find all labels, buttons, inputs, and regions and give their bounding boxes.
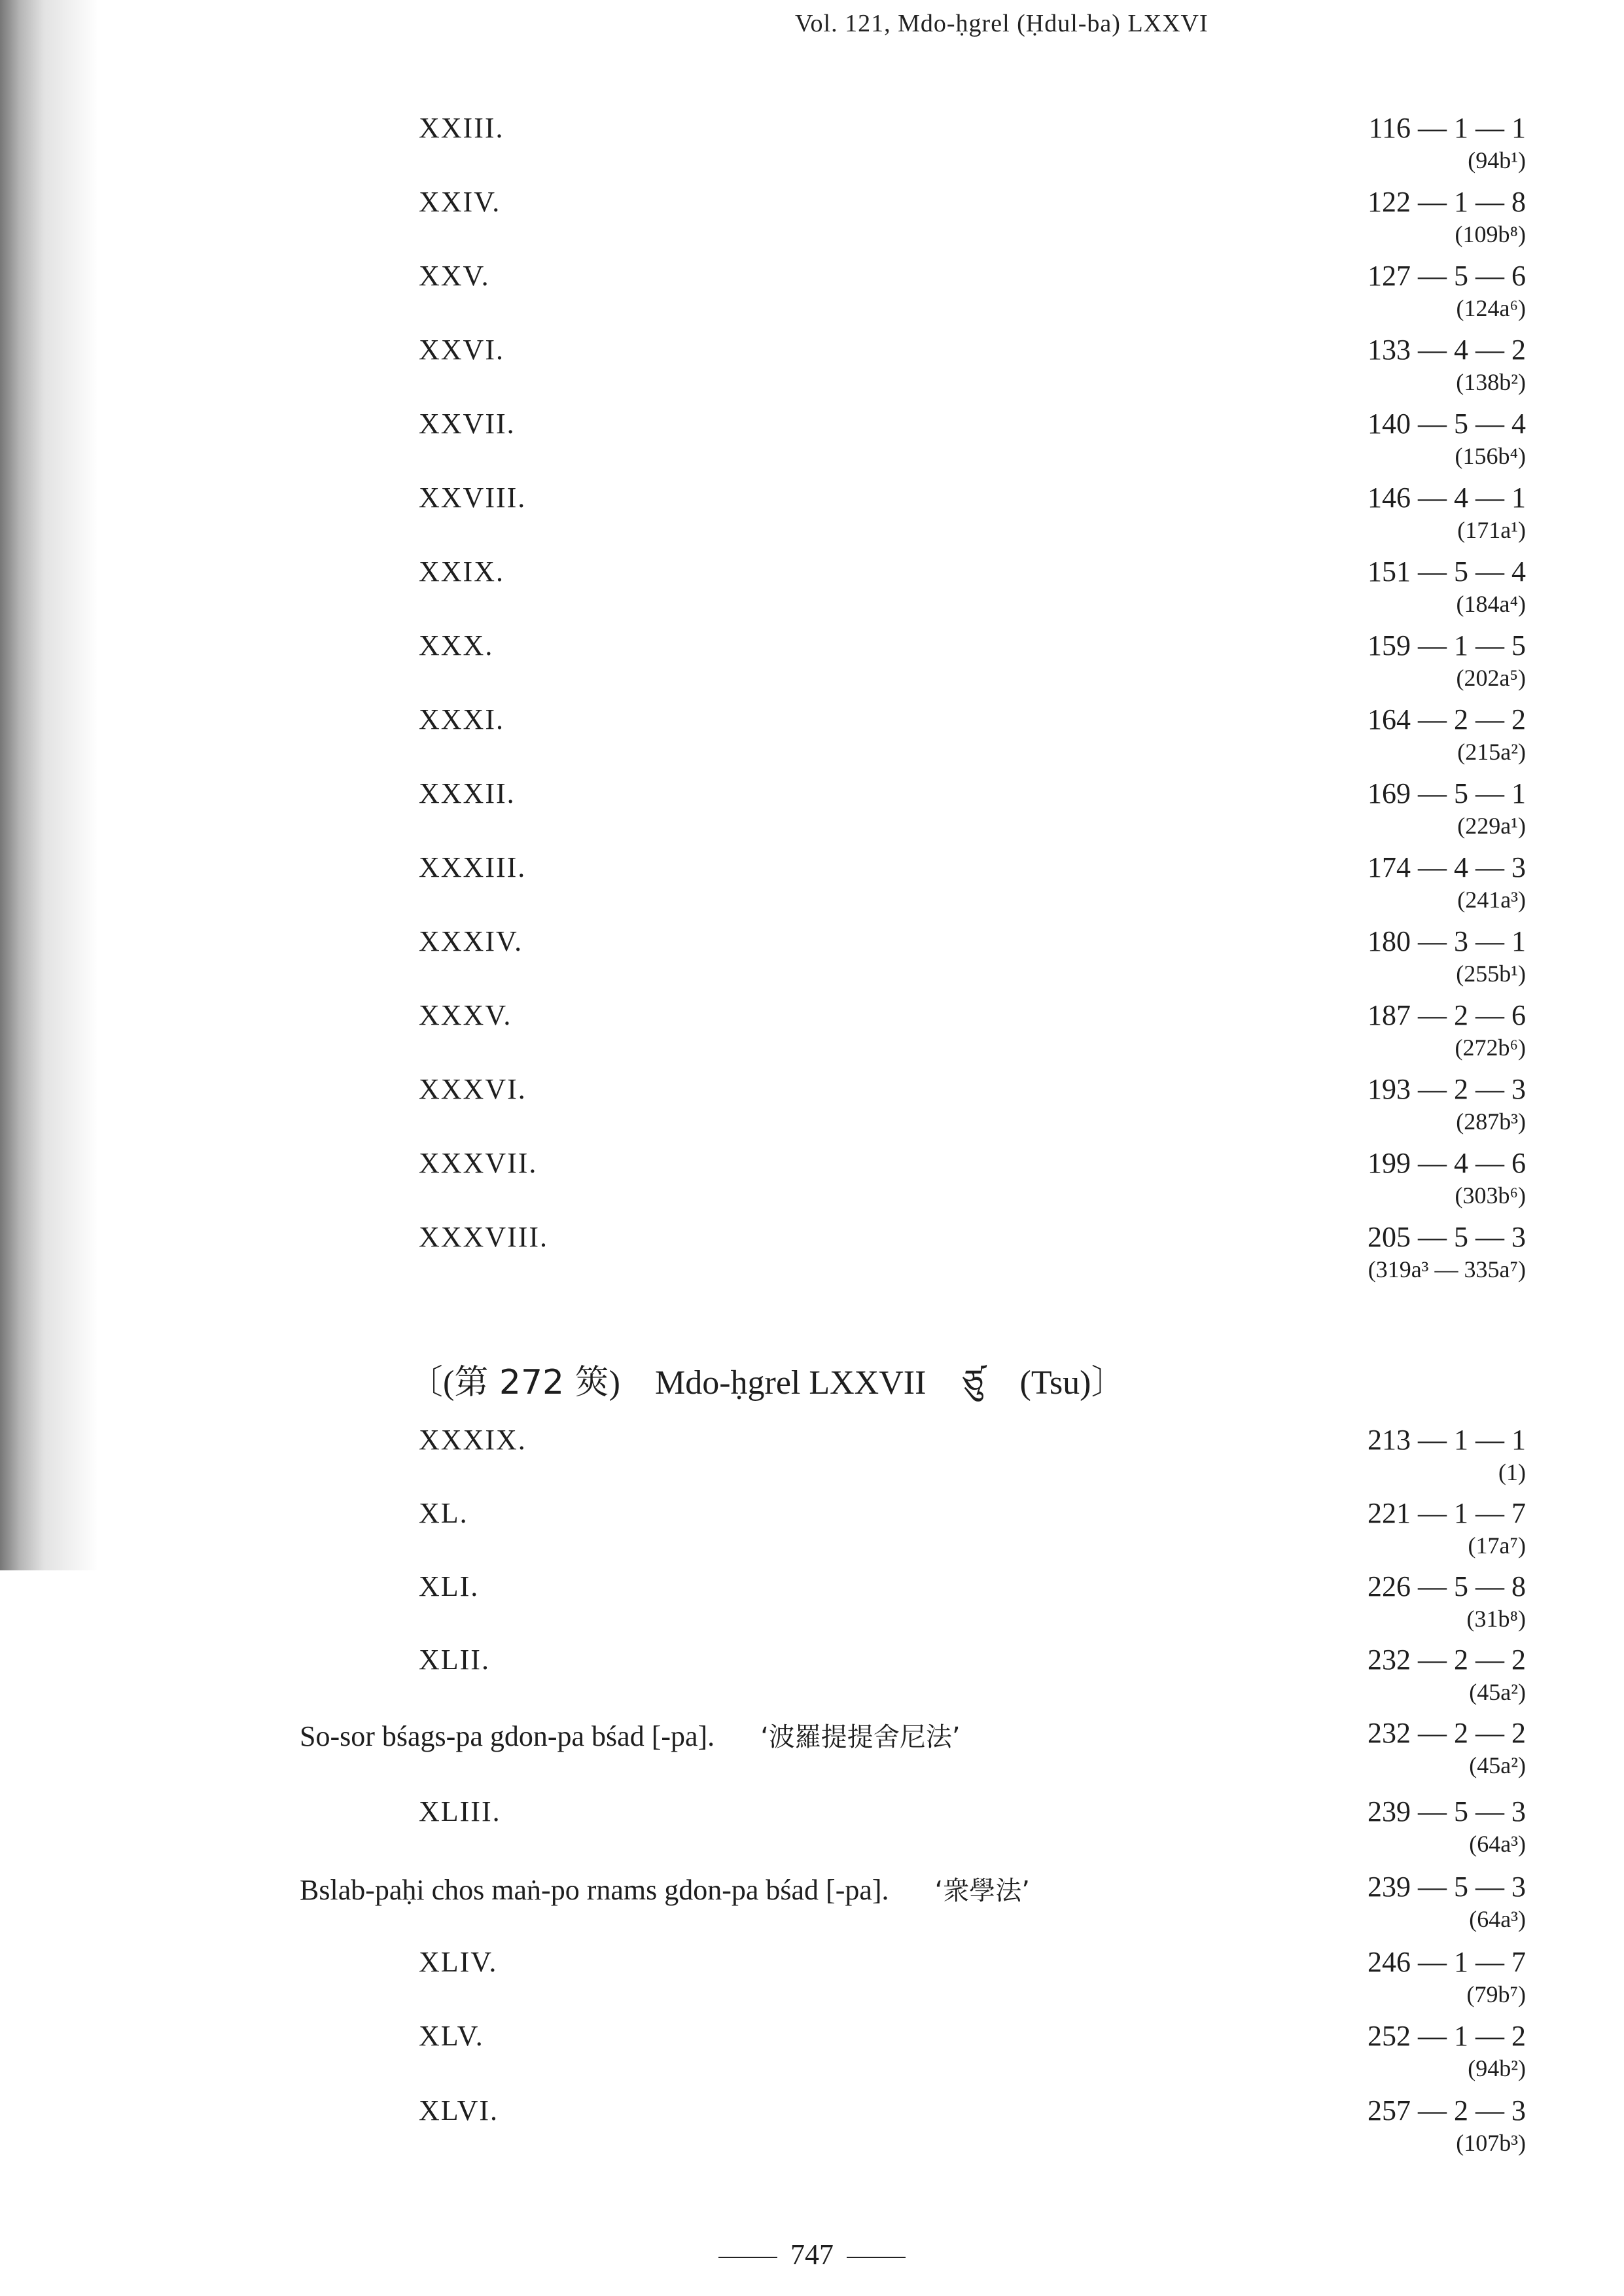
entry-subref: (156b⁴)	[1455, 443, 1526, 469]
entry-label: XXX.	[419, 629, 494, 662]
entry-subref: (184a⁴)	[1456, 591, 1526, 617]
table-row	[0, 1870, 1624, 1942]
entry-ref: 146 — 4 — 1	[1368, 482, 1526, 514]
entry-ref: 252 — 1 — 2	[1368, 2020, 1526, 2052]
entry-ref: 159 — 1 — 5	[1368, 629, 1526, 662]
entry-subref: (138b²)	[1456, 369, 1526, 395]
entry-label: XXVI.	[419, 334, 504, 366]
entry-subref: (287b³)	[1456, 1108, 1526, 1135]
entry-subref: (124a⁶)	[1456, 295, 1526, 321]
table-row	[0, 555, 1624, 627]
entry-subref: (241a³)	[1457, 887, 1526, 913]
table-row	[0, 1072, 1624, 1144]
table-row	[0, 333, 1624, 405]
entry-ref: 140 — 5 — 4	[1368, 408, 1526, 440]
entry-ref: 213 — 1 — 1	[1368, 1424, 1526, 1456]
table-row	[0, 1496, 1624, 1568]
entry-ref: 187 — 2 — 6	[1368, 999, 1526, 1031]
entry-title-text: Bslab-paḥi chos maṅ-po rnams gdon-pa bśad [-pa].	[300, 1874, 889, 1906]
entry-label: XXVII.	[419, 408, 516, 440]
entry-label: XLIV.	[419, 1946, 498, 1978]
entry-label: XLIII.	[419, 1795, 501, 1828]
table-row	[0, 777, 1624, 849]
page-number	[0, 2238, 1624, 2271]
entry-ref: 169 — 5 — 1	[1368, 777, 1526, 809]
entry-subref: (303b⁶)	[1455, 1182, 1526, 1209]
entry-subref: (45a²)	[1469, 1752, 1526, 1778]
entry-ref: 257 — 2 — 3	[1368, 2094, 1526, 2127]
table-row	[0, 629, 1624, 701]
running-header: Vol. 121, Mdo-ḥgrel (Ḥdul-ba) LXXVI	[795, 10, 1209, 37]
entry-subref: (171a¹)	[1457, 517, 1526, 543]
entry-label: XXIX.	[419, 556, 504, 588]
table-row	[0, 481, 1624, 553]
entry-subref: (255b¹)	[1456, 961, 1526, 987]
entry-label: XXXIV.	[419, 925, 523, 957]
folio-dash-left	[718, 2257, 777, 2258]
table-row	[0, 111, 1624, 183]
section-folio-cn: 第 272 筴	[454, 1363, 609, 1402]
table-row	[0, 703, 1624, 775]
entry-label: XXIII.	[419, 112, 504, 144]
entry-subref: (107b³)	[1456, 2130, 1526, 2156]
entry-label: XLV.	[419, 2020, 484, 2052]
entry-label: XXXII.	[419, 777, 516, 809]
entry-ref: 127 — 5 — 6	[1368, 260, 1526, 292]
entry-ref: 116 — 1 — 1	[1368, 112, 1526, 144]
entry-subref: (1)	[1498, 1459, 1526, 1485]
entry-ref: 133 — 4 — 2	[1368, 334, 1526, 366]
table-row	[0, 259, 1624, 331]
section-paren-close: )	[609, 1364, 620, 1402]
entry-ref: 151 — 5 — 4	[1368, 556, 1526, 588]
table-row	[0, 1795, 1624, 1867]
table-row	[0, 1423, 1624, 1495]
entry-label: XXXI.	[419, 703, 504, 735]
table-row	[0, 851, 1624, 923]
entry-ref: 180 — 3 — 1	[1368, 925, 1526, 957]
entry-subref: (31b⁸)	[1466, 1606, 1526, 1632]
tibetan-glyph: ཙུ	[962, 1364, 984, 1402]
entry-label: XXXIX.	[419, 1424, 527, 1456]
table-row	[0, 1716, 1624, 1788]
entry-subref: (79b⁷)	[1466, 1981, 1526, 2007]
entry-subref: (94b¹)	[1468, 147, 1526, 173]
entry-ref: 221 — 1 — 7	[1368, 1497, 1526, 1529]
entry-ref: 122 — 1 — 8	[1368, 186, 1526, 218]
table-row	[0, 2019, 1624, 2091]
entry-label: XXXVIII.	[419, 1221, 549, 1253]
entry-ref: 174 — 4 — 3	[1368, 851, 1526, 883]
entry-ref: 232 — 2 — 2	[1368, 1717, 1526, 1749]
entry-label: XXV.	[419, 260, 490, 292]
entry-ref: 239 — 5 — 3	[1368, 1871, 1526, 1903]
entry-label: XXVIII.	[419, 482, 527, 514]
entry-title-cn: ‘波羅提提舍尼法’	[760, 1722, 961, 1752]
entry-subref: (229a¹)	[1457, 813, 1526, 839]
table-row	[0, 1146, 1624, 1218]
table-row	[0, 1570, 1624, 1642]
table-row	[0, 1945, 1624, 2017]
section-title: Mdo-ḥgrel LXXVII	[654, 1364, 927, 1402]
entry-ref: 193 — 2 — 3	[1368, 1073, 1526, 1105]
entry-label: XXIV.	[419, 186, 501, 218]
folio-number: 747	[790, 2238, 834, 2270]
entry-subref: (272b⁶)	[1455, 1034, 1526, 1061]
entry-ref: 232 — 2 — 2	[1368, 1644, 1526, 1676]
table-row	[0, 2094, 1624, 2166]
entry-ref: 226 — 5 — 8	[1368, 1570, 1526, 1602]
entry-subref: (64a³)	[1469, 1906, 1526, 1932]
entry-subref: (215a²)	[1457, 739, 1526, 765]
table-row	[0, 185, 1624, 257]
table-row	[0, 998, 1624, 1070]
table-row	[0, 407, 1624, 479]
entry-ref: 205 — 5 — 3	[1368, 1221, 1526, 1253]
folio-dash-right	[847, 2257, 906, 2258]
entry-label: XLII.	[419, 1644, 490, 1676]
entry-label: XXXIII.	[419, 851, 527, 883]
entry-subref: (109b⁸)	[1455, 221, 1526, 247]
entry-label: XL.	[419, 1497, 468, 1529]
table-row	[0, 1643, 1624, 1715]
entry-label: XXXVI.	[419, 1073, 527, 1105]
entry-label: XXXV.	[419, 999, 512, 1031]
entry-subref: (17a⁷)	[1468, 1532, 1526, 1559]
entry-ref: 199 — 4 — 6	[1368, 1147, 1526, 1179]
entry-subref: (45a²)	[1469, 1679, 1526, 1705]
entry-label: XXXVII.	[419, 1147, 538, 1179]
entry-subref: (94b²)	[1468, 2055, 1526, 2081]
entry-title-text: So-sor bśags-pa gdon-pa bśad [-pa].	[300, 1720, 715, 1752]
entry-ref: 246 — 1 — 7	[1368, 1946, 1526, 1978]
table-row	[0, 1220, 1624, 1292]
entry-subref: (202a⁵)	[1456, 665, 1526, 691]
entry-title	[300, 1716, 961, 1754]
entry-title-cn: ‘衆學法’	[934, 1876, 1030, 1906]
entry-title	[300, 1870, 1030, 1907]
entry-ref: 239 — 5 — 3	[1368, 1795, 1526, 1828]
section-suffix: (Tsu)〕	[1019, 1364, 1125, 1402]
entry-label: XLVI.	[419, 2094, 499, 2127]
entry-label: XLI.	[419, 1570, 480, 1602]
section-bracket-open: 〔(	[409, 1364, 455, 1402]
table-row	[0, 925, 1624, 997]
entry-ref: 164 — 2 — 2	[1368, 703, 1526, 735]
entry-subref: (319a³ — 335a⁷)	[1368, 1256, 1526, 1282]
entry-subref: (64a³)	[1469, 1831, 1526, 1857]
